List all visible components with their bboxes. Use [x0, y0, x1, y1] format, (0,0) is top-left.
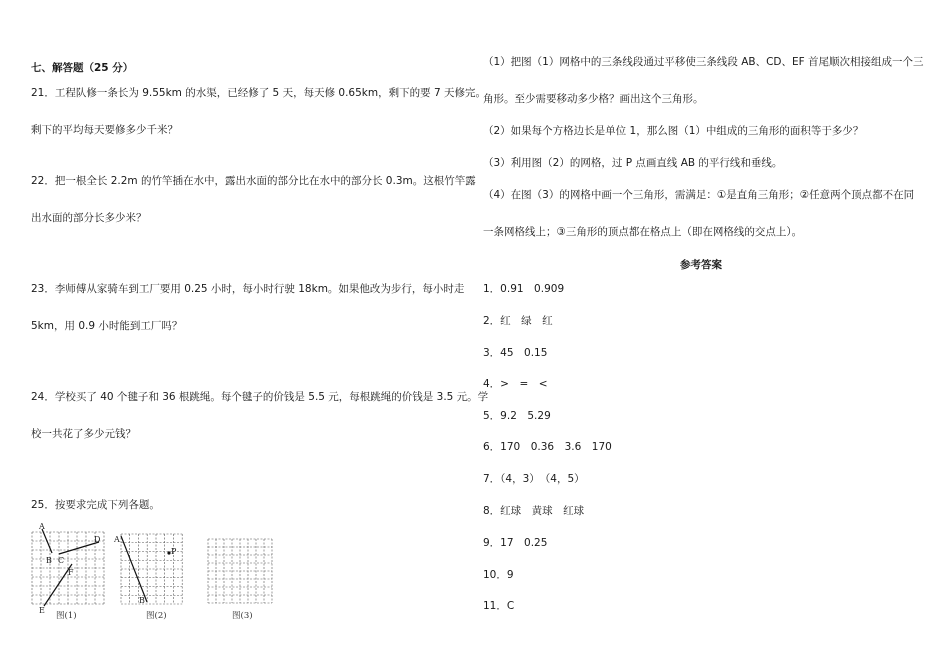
- figure-1-caption: 图(1): [56, 611, 77, 621]
- answer-item: 3．45 0.15: [483, 347, 548, 359]
- answer-item: 10．9: [483, 569, 514, 581]
- q21-line1: 21．工程队修一条长为 9.55km 的水渠，已经修了 5 天，每天修 0.65km，剩下的要 7 天修完。: [31, 87, 486, 99]
- answer-item: 1．0.91 0.909: [483, 283, 565, 295]
- answer-item: 8．红球 黄球 红球: [483, 505, 585, 517]
- answer-item: 4．> = <: [483, 378, 548, 390]
- q22-line1: 22．把一根全长 2.2m 的竹竿插在水中，露出水面的部分比在水中的部分长 0.3m。这根竹竿露: [31, 175, 476, 187]
- label-f: F: [68, 568, 74, 577]
- answers-title: 参考答案: [680, 259, 722, 271]
- section-title: 七、解答题（25 分）: [31, 62, 134, 74]
- q23-line2: 5km，用 0.9 小时能到工厂吗？: [31, 320, 183, 332]
- answer-item: 9．17 0.25: [483, 537, 548, 549]
- label-b: B: [46, 556, 52, 565]
- q25-part1-line2: 角形。至少需要移动多少格？画出这个三角形。: [483, 93, 704, 105]
- q25-part4-line1: （4）在图（3）的网格中画一个三角形，需满足：①是直角三角形；②任意两个顶点都不在同: [483, 189, 915, 201]
- answer-item: 6．170 0.36 3.6 170: [483, 441, 612, 453]
- figure-3-grid: [205, 536, 281, 606]
- figure-2-grid: [111, 530, 191, 608]
- label-d: D: [94, 535, 101, 544]
- q25-part1-line1: （1）把图（1）网格中的三条线段通过平移使三条线段 AB、CD、EF 首尾顺次相接组成一个三: [483, 56, 924, 68]
- label-c: C: [58, 556, 65, 565]
- q24-line1: 24．学校买了 40 个毽子和 36 根跳绳。每个毽子的价钱是 5.5 元，每根跳绳的价钱是 3.5 元。学: [31, 391, 489, 403]
- answer-item: 7．（4，3） （4，5）: [483, 473, 585, 485]
- label-a: A: [114, 535, 120, 544]
- answer-item: 2．红 绿 红: [483, 315, 553, 327]
- q23-line1: 23．李师傅从家骑车到工厂要用 0.25 小时，每小时行驶 18km。如果他改为步行，每小时走: [31, 283, 465, 295]
- figure-1-grid: [28, 522, 118, 614]
- segment-cd: [59, 542, 99, 554]
- answer-item: 5．9.2 5.29: [483, 410, 551, 422]
- label-b: B: [139, 596, 145, 605]
- q21-line2: 剩下的平均每天要修多少千米？: [31, 124, 178, 136]
- figure-2-caption: 图(2): [146, 611, 167, 621]
- q24-line2: 校一共花了多少元钱？: [31, 428, 136, 440]
- label-p: P: [171, 547, 177, 556]
- q22-line2: 出水面的部分长多少米？: [31, 212, 147, 224]
- label-e: E: [39, 606, 45, 614]
- label-a: A: [39, 522, 45, 531]
- q25-part2: （2）如果每个方格边长是单位 1，那么图（1）中组成的三角形的面积等于多少？: [483, 125, 864, 137]
- q25-part3: （3）利用图（2）的网格，过 P 点画直线 AB 的平行线和垂线。: [483, 157, 783, 169]
- answer-item: 11．C: [483, 600, 515, 612]
- q25-part4-line2: 一条网格线上；③三角形的顶点都在格点上（即在网格线的交点上）。: [483, 226, 803, 238]
- figure-3-caption: 图(3): [232, 611, 253, 621]
- q25-line1: 25．按要求完成下列各题。: [31, 499, 160, 511]
